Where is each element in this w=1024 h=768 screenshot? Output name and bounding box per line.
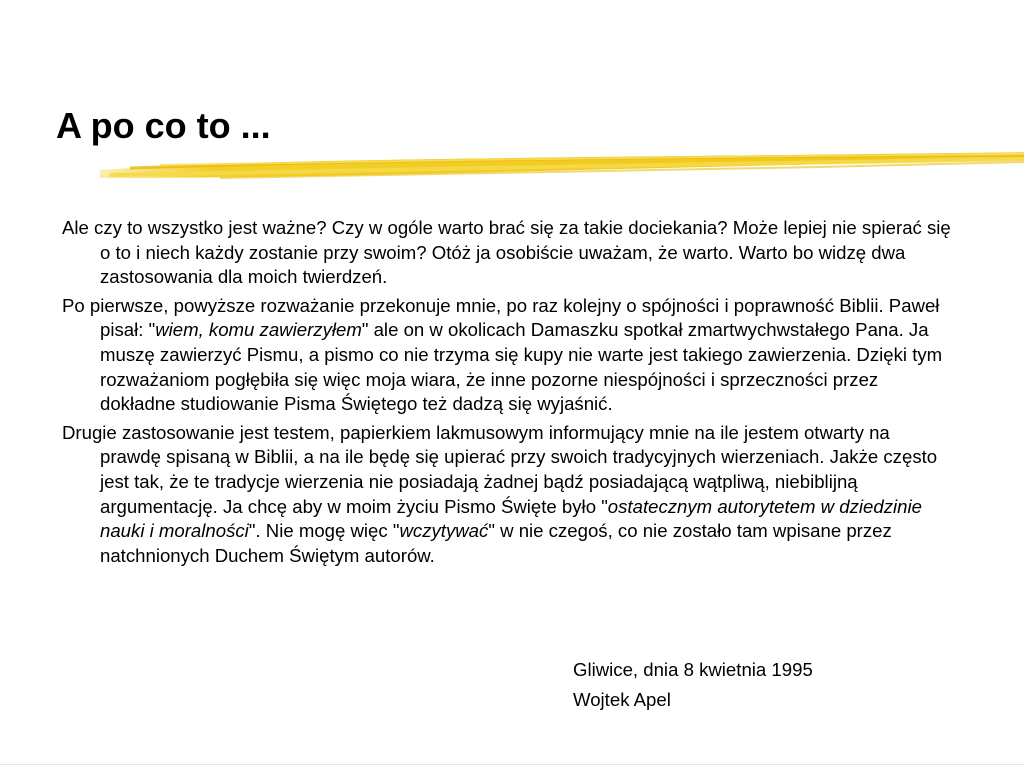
author-name: Wojtek Apel: [573, 689, 671, 710]
signature-block: [573, 655, 813, 715]
paragraph-1-text: Ale czy to wszystko jest ważne? Czy w ogóle warto brać się za takie dociekania? Może lepiej nie spierać się o to i niech każdy zostanie przy swoim? Otóż ja osobiście uważam, że warto. Warto bo widzę dwa zastosowania dla moich twierdzeń.: [62, 217, 951, 288]
place-date: Gliwice, dnia 8 kwietnia 1995: [573, 659, 813, 680]
highlighter-stroke: [100, 148, 1024, 184]
slide-title: A po co to ...: [56, 105, 271, 146]
paragraph-2-text-a: Po pierwsze, powyższe rozważanie przekonuje mnie, po raz kolejny o spójności i poprawność Biblii. Paweł pisał: ": [62, 294, 940, 341]
quote-wiem-komu-zawierzylem: wiem, komu zawierzyłem: [155, 319, 362, 341]
quote-ostatecznym-autorytetem: ostatecznym autorytetem w dziedzinie nauki i moralności: [100, 495, 922, 542]
paragraph-3-text-a: Drugie zastosowanie jest testem, papierkiem lakmusowym informujący mnie na ile jestem otwarty na prawdę spisaną w Biblii, a na ile będę się upierać przy swoich tradycyjnych wierzeniach. Jakże często jest tak, że te tradycje wierzenia nie posiadają żadnej bądź posiadającą wątpliwą, niebiblijną argumentację. Ja chcę aby w moim życiu Pismo Święte było ": [62, 421, 938, 517]
paragraph-3-text-c: " w nie czegoś, co nie zostało tam wpisane przez natchnionych Duchem Świętym autorów.: [100, 520, 892, 566]
paragraph-1: [62, 216, 952, 290]
bottom-divider: [0, 764, 1024, 765]
paragraph-3: [62, 421, 952, 569]
paragraph-3-text-b: ". Nie mogę więc ": [248, 520, 400, 542]
body-text: [62, 216, 952, 572]
paragraph-2: [62, 294, 952, 417]
quote-wczytywac: wczytywać: [399, 520, 489, 542]
paragraph-2-text-b: " ale on w okolicach Damaszku spotkał zmartwychwstałego Pana. Ja muszę zawierzyć Pismu, a pismo co nie trzyma się kupy nie warte jest takiego zawierzenia. Dzięki tym rozważaniom pogłębiła się więc moja wiara, że inne pozorne niespójności i sprzeczności przez dokładne studiowanie Pisma Świętego też dadzą się wyjaśnić.: [100, 319, 943, 415]
